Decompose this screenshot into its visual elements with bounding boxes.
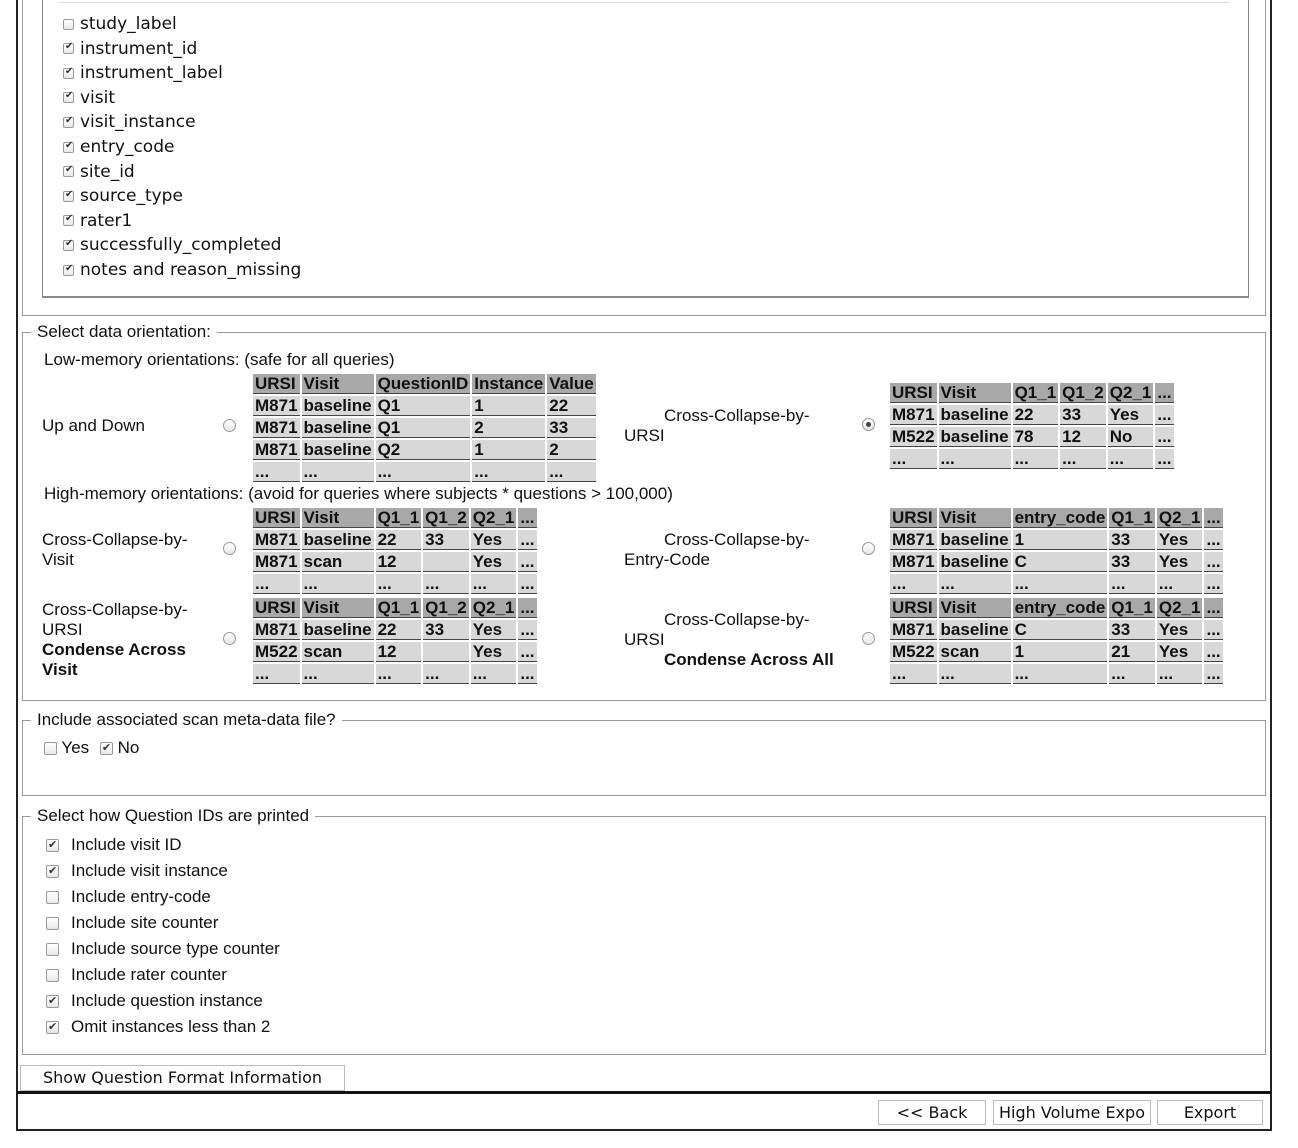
up-and-down-radio[interactable] [223, 419, 236, 432]
example-cell: C [1013, 552, 1108, 572]
qid-option-checkbox[interactable] [46, 995, 59, 1008]
example-cell: ... [520, 508, 535, 527]
ccb-visit-radio[interactable] [223, 542, 236, 555]
qid-option-label: Include source type counter [71, 939, 280, 958]
example-cell: M522 [255, 642, 298, 661]
example-cell: ... [423, 574, 469, 594]
example-cell: URSI [253, 598, 300, 618]
example-row [890, 620, 1223, 640]
example-cell: ... [1109, 574, 1155, 594]
ccb-ursi-cv-bold2: Visit [42, 660, 78, 679]
example-cell: 33 [1109, 530, 1155, 550]
example-cell: baseline [303, 396, 372, 415]
example-cell: Q2_1 [1158, 598, 1201, 617]
scan-meta-no-checkbox[interactable] [100, 742, 113, 755]
example-cell: M522 [892, 642, 935, 661]
ccb-ursi-condense-all-example-table [888, 596, 1225, 686]
scan-meta-yes-checkbox[interactable] [44, 742, 57, 755]
ccb-entry-label-line2: Entry-Code [624, 550, 710, 569]
example-cell: Q1 [376, 396, 471, 416]
example-cell: ... [1108, 449, 1154, 469]
ccb-ursi-ca-bold: Condense Across All [664, 650, 834, 669]
example-cell: M871 [892, 405, 935, 424]
example-cell: baseline [303, 530, 372, 549]
example-row [253, 620, 537, 640]
example-cell: 33 [423, 620, 469, 640]
qid-option-label: Omit instances less than 2 [71, 1017, 271, 1036]
ccb-entry-radio[interactable] [862, 542, 875, 555]
example-cell: entry_code [1014, 508, 1106, 527]
example-cell: ... [1013, 449, 1059, 469]
example-row [253, 418, 596, 438]
example-row [253, 462, 596, 482]
column-checkbox[interactable] [63, 265, 74, 276]
example-cell: 22 [547, 396, 595, 416]
example-row [890, 574, 1223, 594]
example-cell: Yes [1157, 642, 1203, 662]
qid-option-checkbox[interactable] [46, 839, 59, 852]
qid-option-checkbox[interactable] [46, 969, 59, 982]
ccb-ursi-cv-line2: URSI [42, 620, 83, 639]
example-cell: ... [302, 574, 374, 594]
example-cell: ... [1206, 664, 1221, 683]
example-row [253, 664, 537, 684]
example-cell: Q1_2 [425, 508, 467, 527]
qid-option-checkbox[interactable] [46, 1021, 59, 1034]
column-option-label: rater1 [80, 210, 133, 231]
example-cell: ... [253, 664, 300, 684]
example-cell: ... [939, 449, 1011, 469]
example-cell: baseline [940, 552, 1009, 571]
example-cell: baseline [940, 530, 1009, 549]
example-cell: ... [520, 530, 535, 549]
qid-option-label: Include visit instance [71, 861, 228, 880]
column-option-label: instrument_label [80, 63, 223, 84]
example-cell: Q1_2 [425, 598, 467, 617]
example-cell: 12 [1060, 427, 1106, 447]
example-cell: entry_code [1014, 598, 1106, 617]
ccb-ursi-ca-line2: URSI [624, 630, 665, 649]
qid-option-label: Include question instance [71, 991, 263, 1010]
example-cell: ... [1157, 427, 1172, 446]
example-cell [423, 552, 469, 572]
example-cell: URSI [890, 598, 937, 618]
example-cell: 78 [1013, 427, 1059, 447]
qid-option [46, 861, 228, 881]
column-option [63, 14, 177, 34]
qid-option-label: Include visit ID [71, 835, 182, 854]
qid-option [46, 965, 227, 985]
example-cell: Visit [302, 598, 374, 618]
example-cell: Q2_1 [1158, 508, 1201, 527]
example-cell: M871 [255, 396, 298, 415]
example-cell: ... [520, 620, 535, 639]
example-cell: 22 [376, 530, 422, 550]
example-row [253, 642, 537, 662]
example-cell: M871 [892, 530, 935, 549]
example-cell: Visit [939, 598, 1011, 618]
example-cell: baseline [303, 620, 372, 639]
column-option-label: study_label [80, 14, 177, 34]
example-cell: URSI [890, 508, 937, 528]
example-cell: ... [1206, 508, 1221, 527]
example-cell: ... [1206, 574, 1221, 593]
high-volume-export-button[interactable]: High Volume Expo [993, 1100, 1151, 1125]
example-cell: Visit [939, 508, 1011, 528]
example-cell: Q2_1 [472, 508, 515, 527]
example-cell: Q1_1 [1014, 383, 1057, 402]
example-cell: Q2 [376, 440, 471, 460]
example-cell: Yes [1157, 620, 1203, 640]
ccb-ursi-label-line2: URSI [624, 426, 665, 445]
example-cell: M871 [892, 620, 935, 639]
column-checkbox[interactable] [63, 43, 74, 54]
example-cell: ... [423, 664, 469, 684]
example-cell: ... [520, 642, 535, 661]
example-row [253, 396, 596, 416]
example-cell: baseline [940, 620, 1009, 639]
column-option-label: entry_code [80, 137, 175, 157]
example-cell: ... [1157, 449, 1172, 468]
example-cell: ... [302, 462, 374, 482]
example-cell: ... [1206, 620, 1221, 639]
column-checkbox[interactable] [63, 92, 74, 103]
qid-option [46, 939, 280, 959]
example-cell: M871 [255, 440, 298, 459]
example-row [253, 574, 537, 594]
column-option [63, 186, 183, 206]
ccb-visit-example-table [251, 506, 539, 596]
ccb-ursi-label-line1: Cross-Collapse-by- [664, 406, 810, 425]
example-cell: Instance [474, 374, 544, 393]
example-cell: 1 [1013, 530, 1108, 550]
example-cell: scan [939, 642, 1011, 662]
high-memory-label: High-memory orientations: (avoid for queries where subjects * questions > 100,000) [44, 484, 673, 503]
example-cell: ... [1013, 574, 1108, 594]
example-cell: baseline [303, 440, 372, 459]
example-cell: 33 [1109, 620, 1155, 640]
example-cell: Visit [939, 383, 1011, 403]
scan-meta-legend: Include associated scan meta-data file? [37, 710, 336, 729]
example-cell: ... [890, 449, 937, 469]
example-cell: ... [472, 462, 545, 482]
example-row [253, 552, 537, 572]
example-cell: ... [1206, 598, 1221, 617]
example-header-row [253, 598, 537, 618]
up-and-down-example-table [251, 372, 598, 484]
column-option [63, 39, 197, 59]
example-cell: URSI [253, 508, 300, 528]
example-cell: Yes [471, 620, 517, 640]
column-checkbox[interactable] [63, 68, 74, 79]
column-checkbox[interactable] [63, 19, 74, 30]
example-cell: 33 [547, 418, 595, 438]
column-checkbox[interactable] [63, 117, 74, 128]
qid-option-checkbox[interactable] [46, 865, 59, 878]
example-cell: scan [302, 552, 374, 572]
example-cell: M871 [255, 530, 298, 549]
export-button[interactable]: Export [1157, 1100, 1263, 1125]
example-cell: URSI [890, 383, 937, 403]
column-option-label: notes and reason_missing [80, 260, 302, 280]
scan-meta-no-label: No [117, 738, 140, 757]
example-cell: ... [1157, 664, 1203, 684]
example-cell: 2 [472, 418, 545, 438]
example-header-row [890, 383, 1174, 403]
example-cell: 22 [1013, 405, 1059, 425]
example-row [890, 530, 1223, 550]
example-cell: Q1 [376, 418, 471, 438]
column-option [63, 260, 301, 280]
qid-option [46, 913, 218, 933]
divider [59, 2, 1230, 3]
example-cell: ... [471, 574, 517, 594]
example-cell: ... [1206, 552, 1221, 571]
example-cell: C [1013, 620, 1108, 640]
example-cell: M522 [892, 427, 935, 446]
example-cell: 22 [376, 620, 422, 640]
example-header-row [890, 508, 1223, 528]
ccb-ursi-condense-all-label [624, 610, 854, 670]
example-row [890, 642, 1223, 662]
scan-meta-yes-label: Yes [61, 738, 90, 757]
example-cell: Q2_1 [1109, 383, 1152, 402]
example-cell: M871 [892, 552, 935, 571]
qid-option-label: Include entry-code [71, 887, 211, 906]
scan-meta-options [44, 738, 139, 758]
example-cell: 12 [376, 552, 422, 572]
ccb-ursi-condense-visit-example-table [251, 596, 539, 686]
example-cell: ... [520, 574, 535, 593]
column-option [63, 112, 196, 132]
example-cell: 1 [1013, 642, 1108, 662]
example-cell: Q1_1 [1111, 508, 1153, 527]
example-cell: Yes [471, 552, 517, 572]
example-cell: 1 [472, 396, 545, 416]
column-checkbox[interactable] [63, 191, 74, 202]
example-row [890, 405, 1174, 425]
example-cell: ... [547, 462, 595, 482]
qid-option-checkbox[interactable] [46, 943, 59, 956]
column-option [63, 63, 223, 83]
example-cell: M871 [255, 418, 298, 437]
example-cell: ... [376, 462, 471, 482]
example-cell: baseline [940, 427, 1009, 446]
example-cell: M871 [255, 620, 298, 639]
column-checkbox[interactable] [63, 142, 74, 153]
example-cell: Yes [1157, 552, 1203, 572]
example-cell: ... [1060, 449, 1106, 469]
example-cell: baseline [303, 418, 372, 437]
example-row [253, 440, 596, 460]
column-option [63, 88, 115, 108]
example-cell: ... [939, 664, 1011, 684]
example-cell: ... [890, 574, 937, 594]
example-cell: Q1_2 [1062, 383, 1104, 402]
example-cell: 2 [547, 440, 595, 460]
example-cell: 1 [472, 440, 545, 460]
orientation-legend: Select data orientation: [37, 322, 211, 341]
ccb-ursi-cv-line1: Cross-Collapse-by- [42, 600, 188, 619]
qid-legend: Select how Question IDs are printed [37, 806, 310, 825]
example-cell: ... [939, 574, 1011, 594]
column-checkbox[interactable] [63, 240, 74, 251]
column-checkbox[interactable] [63, 215, 74, 226]
qid-option-label: Include rater counter [71, 965, 227, 984]
ccb-ursi-condense-visit-radio[interactable] [223, 632, 236, 645]
example-row [890, 427, 1174, 447]
scan-meta-fieldset [22, 710, 1266, 796]
example-cell: ... [376, 664, 422, 684]
show-question-format-button[interactable]: Show Question Format Information [20, 1065, 345, 1091]
example-cell: Q2_1 [472, 598, 515, 617]
example-cell: 33 [1060, 405, 1106, 425]
column-option [63, 211, 132, 231]
example-row [253, 530, 537, 550]
qid-option-checkbox[interactable] [46, 891, 59, 904]
ccb-visit-label [42, 530, 187, 570]
example-cell: Visit [302, 374, 374, 394]
ccb-ursi-condense-visit-label [42, 600, 187, 680]
example-cell: ... [520, 664, 535, 683]
example-cell: Q1_1 [377, 508, 420, 527]
example-cell: ... [253, 462, 300, 482]
qid-option-checkbox[interactable] [46, 917, 59, 930]
example-header-row [890, 598, 1223, 618]
example-cell: ... [1013, 664, 1108, 684]
ccb-ursi-condense-all-radio[interactable] [862, 632, 875, 645]
example-cell: ... [520, 598, 535, 617]
qid-option [46, 1017, 270, 1037]
up-and-down-label: Up and Down [42, 416, 146, 435]
ccb-ursi-label [624, 406, 824, 446]
example-cell: No [1108, 427, 1154, 447]
example-cell: Value [549, 374, 594, 393]
example-cell: 33 [1109, 552, 1155, 572]
qid-option [46, 835, 182, 855]
example-cell: ... [1206, 642, 1221, 661]
ccb-ursi-example-table [888, 381, 1176, 471]
example-cell: ... [520, 552, 535, 571]
example-cell: M871 [255, 552, 298, 571]
column-option-label: site_id [80, 161, 135, 182]
back-button[interactable]: << Back [878, 1100, 986, 1125]
column-option-label: visit [80, 87, 116, 108]
example-cell: ... [302, 664, 374, 684]
ccb-ursi-ca-line1: Cross-Collapse-by- [664, 610, 810, 629]
example-cell: 12 [376, 642, 422, 662]
column-option-label: successfully_completed [80, 235, 282, 256]
column-checkbox[interactable] [63, 166, 74, 177]
example-cell: ... [376, 574, 422, 594]
ccb-ursi-cv-bold1: Condense Across [42, 640, 186, 659]
example-row [890, 552, 1223, 572]
example-cell: Q1_1 [377, 598, 420, 617]
example-cell: ... [890, 664, 937, 684]
ccb-visit-label-line2: Visit [42, 550, 74, 569]
column-option-label: visit_instance [80, 112, 196, 133]
column-option [63, 137, 174, 157]
example-cell: QuestionID [377, 374, 469, 393]
column-option [63, 162, 135, 182]
example-cell: ... [253, 574, 300, 594]
example-cell: ... [1157, 405, 1172, 424]
example-cell: Yes [1157, 530, 1203, 550]
qid-option-label: Include site counter [71, 913, 219, 932]
example-cell: 33 [423, 530, 469, 550]
ccb-entry-label [624, 530, 824, 570]
example-cell: Visit [302, 508, 374, 528]
example-cell: URSI [253, 374, 300, 394]
example-cell: ... [471, 664, 517, 684]
example-cell [423, 642, 469, 662]
example-cell: ... [1109, 664, 1155, 684]
example-cell: Yes [1108, 405, 1154, 425]
example-cell: Yes [471, 642, 517, 662]
example-header-row [253, 374, 596, 394]
column-option-label: source_type [80, 186, 183, 207]
ccb-entry-example-table [888, 506, 1225, 596]
example-cell: ... [1157, 574, 1203, 594]
example-row [890, 664, 1223, 684]
example-cell: Yes [471, 530, 517, 550]
example-cell: ... [1157, 383, 1172, 402]
example-cell: Q1_1 [1111, 598, 1153, 617]
example-cell: scan [302, 642, 374, 662]
example-cell: baseline [940, 405, 1009, 424]
example-cell: ... [1206, 530, 1221, 549]
example-header-row [253, 508, 537, 528]
column-option-label: instrument_id [80, 38, 198, 59]
column-option [63, 235, 281, 255]
qid-option [46, 887, 211, 907]
ccb-visit-label-line1: Cross-Collapse-by- [42, 530, 188, 549]
low-memory-label: Low-memory orientations: (safe for all queries) [44, 350, 395, 369]
example-cell: 21 [1109, 642, 1155, 662]
qid-option [46, 991, 263, 1011]
ccb-entry-label-line1: Cross-Collapse-by- [664, 530, 810, 549]
ccb-ursi-radio[interactable] [862, 418, 875, 431]
example-row [890, 449, 1174, 469]
